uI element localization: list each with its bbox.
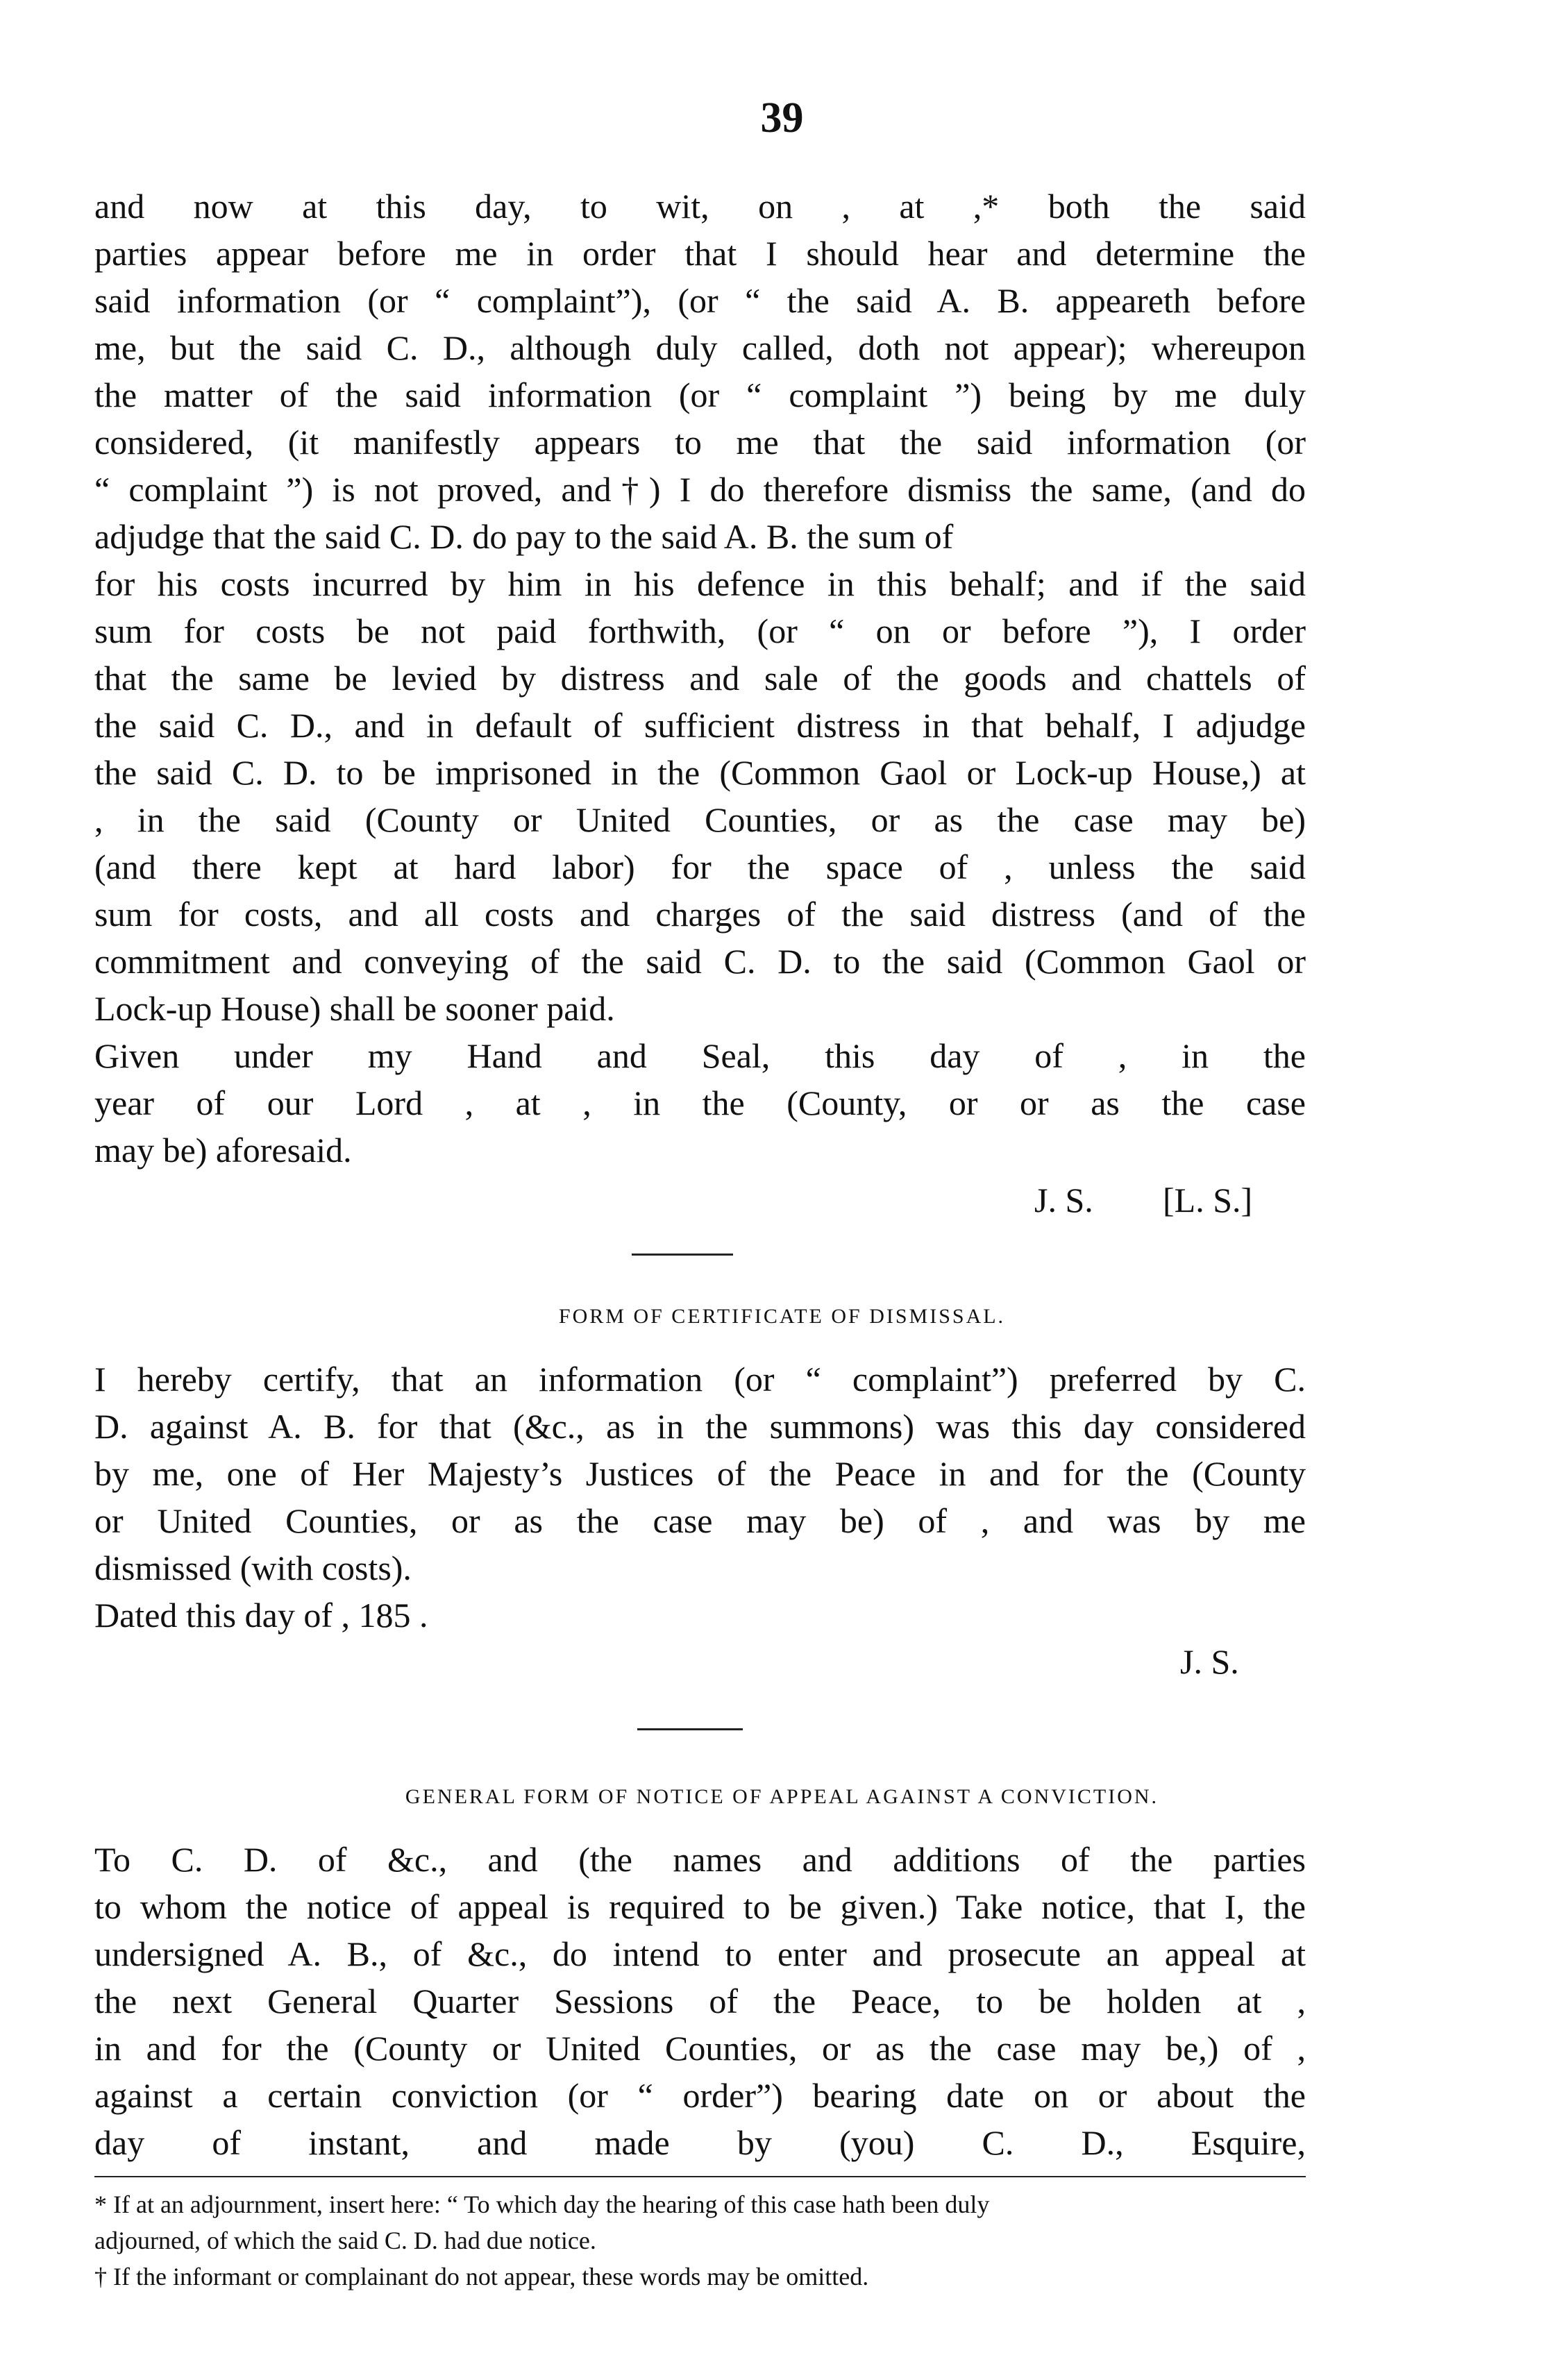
text-line: commitment and conveying of the said C. D. to the said (Common Gaol or [94,942,1306,981]
text-line: me, but the said C. D., although duly called, doth not appear); whereupon [94,328,1306,367]
text-line: year of our Lord , at , in the (County, or or as the case [94,1083,1306,1122]
page-number: 39 [760,94,804,142]
signature-initials: J. S. [1180,1642,1239,1681]
signature-initials: J. S. [1034,1181,1093,1219]
text-line: day of instant, and made by (you) C. D., Esquire, [94,2123,1306,2162]
footnote-line: † If the informant or complainant do not appear, these words may be omitted. [94,2263,869,2290]
text-line: sum for costs be not paid forthwith, (or “ on or before ”), I order [94,611,1306,650]
section-heading: GENERAL FORM OF NOTICE OF APPEAL AGAINST A CONVICTION. [405,1785,1159,1808]
text-line: the matter of the said information (or “ complaint ”) being by me duly [94,375,1306,414]
footnote-divider [94,2176,1306,2177]
divider [632,1254,733,1256]
text-line: Dated this day of , 185 . [94,1596,428,1635]
text-line: the said C. D. to be imprisoned in the (Common Gaol or Lock-up House,) at [94,753,1306,792]
text-line: considered, (it manifestly appears to me that the said information (or [94,423,1306,462]
text-line: by me, one of Her Majesty’s Justices of the Peace in and for the (County [94,1454,1306,1493]
text-line: in and for the (County or United Counties, or as the case may be,) of , [94,2029,1306,2068]
text-line: said information (or “ complaint”), (or “ the said A. B. appeareth before [94,281,1306,320]
footnote-line: adjourned, of which the said C. D. had due notice. [94,2227,596,2254]
text-line: for his costs incurred by him in his defence in this behalf; and if the said [94,564,1306,603]
text-line: sum for costs, and all costs and charges of the said distress (and of the [94,895,1306,934]
text-line: against a certain conviction (or “ order”) bearing date on or about the [94,2076,1306,2115]
text-line: to whom the notice of appeal is required to be given.) Take notice, that I, the [94,1887,1306,1926]
text-line: the said C. D., and in default of sufficient distress in that behalf, I adjudge [94,706,1306,745]
text-line: adjudge that the said C. D. do pay to the said A. B. the sum of [94,517,954,556]
seal-mark: [L. S.] [1163,1181,1253,1219]
text-line: may be) aforesaid. [94,1131,352,1170]
text-line: dismissed (with costs). [94,1548,412,1587]
text-line: , in the said (County or United Counties, or as the case may be) [94,800,1306,839]
text-line: that the same be levied by distress and sale of the goods and chattels of [94,659,1306,698]
text-line: To C. D. of &c., and (the names and additions of the parties [94,1840,1306,1879]
text-line: parties appear before me in order that I should hear and determine the [94,234,1306,273]
text-line: (and there kept at hard labor) for the space of , unless the said [94,847,1306,886]
section-heading: FORM OF CERTIFICATE OF DISMISSAL. [558,1305,1006,1328]
text-line: or United Counties, or as the case may be) of , and was by me [94,1501,1306,1540]
text-line: undersigned A. B., of &c., do intend to enter and prosecute an appeal at [94,1934,1306,1973]
divider [637,1728,743,1730]
footnote-line: * If at an adjournment, insert here: “ To which day the hearing of this case hath been duly [94,2191,990,2218]
text-line: “ complaint ”) is not proved, and†) I do therefore dismiss the same, (and do [94,470,1306,509]
text-line: I hereby certify, that an information (or “ complaint”) preferred by C. [94,1360,1306,1399]
text-line: Lock-up House) shall be sooner paid. [94,989,615,1028]
text-line: and now at this day, to wit, on , at ,* both the said [94,187,1306,226]
text-line: D. against A. B. for that (&c., as in the summons) was this day considered [94,1407,1306,1446]
text-line: the next General Quarter Sessions of the Peace, to be holden at , [94,1982,1306,2020]
text-line: Given under my Hand and Seal, this day of , in the [94,1036,1306,1075]
